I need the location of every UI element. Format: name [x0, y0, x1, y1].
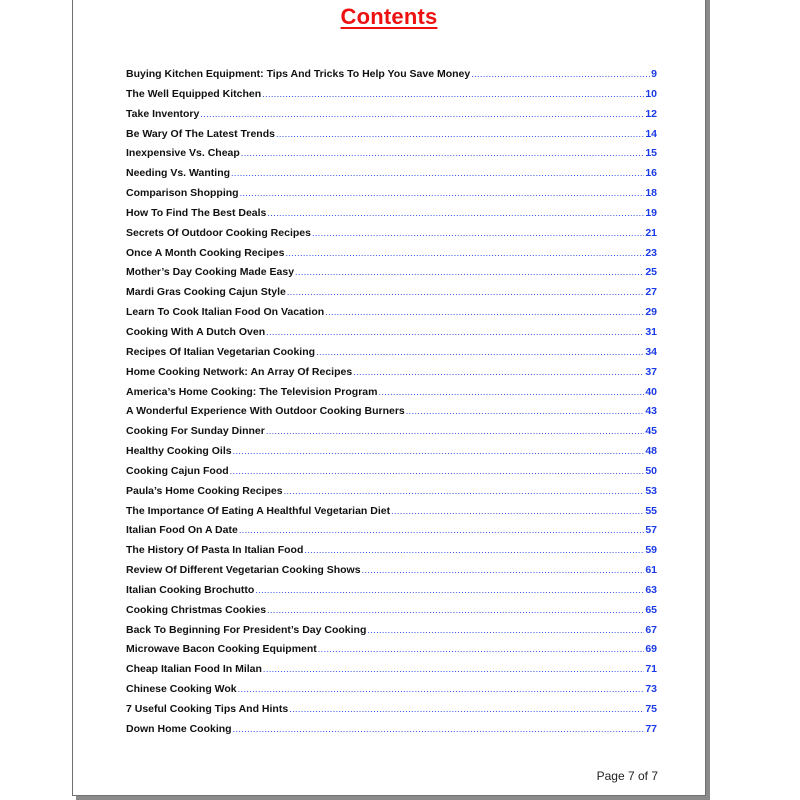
toc-entry-page-link[interactable]: 61 — [645, 564, 657, 577]
toc-entry-title: Comparison Shopping — [126, 187, 239, 200]
toc-dot-leader — [289, 704, 644, 714]
toc-entry-title: Italian Food On A Date — [126, 524, 238, 537]
toc-entry[interactable] — [126, 247, 657, 267]
toc-entry-page-link[interactable]: 75 — [645, 703, 657, 715]
toc-entry-page-link[interactable]: 15 — [645, 147, 657, 160]
toc-entry-page-link[interactable]: 77 — [645, 722, 657, 735]
toc-entry-title: The Well Equipped Kitchen — [126, 87, 262, 100]
toc-entry-title: Home Cooking Network: An Array Of Recipes — [126, 365, 353, 378]
toc-entry-title: Secrets Of Outdoor Cooking Recipes — [126, 226, 311, 239]
toc-entry-title: Review Of Different Vegetarian Cooking Shows — [126, 564, 361, 577]
toc-dot-leader — [287, 287, 644, 297]
toc-dot-leader — [233, 724, 645, 734]
toc-entry-page-link[interactable]: 50 — [645, 464, 657, 477]
toc-entry-page-link[interactable]: 29 — [645, 306, 657, 319]
toc-dot-leader — [312, 228, 644, 238]
toc-dot-leader — [353, 367, 644, 377]
table-of-contents — [126, 68, 657, 743]
toc-entry-title: Learn To Cook Italian Food On Vacation — [126, 306, 325, 319]
toc-entry-page-link[interactable]: 40 — [645, 385, 657, 398]
toc-entry-page-link[interactable]: 65 — [645, 603, 657, 616]
toc-dot-leader — [285, 248, 644, 258]
toc-dot-leader — [316, 347, 644, 357]
toc-entry[interactable] — [126, 485, 657, 505]
toc-entry-page-link[interactable]: 31 — [645, 325, 657, 338]
toc-entry-title: Paula’s Home Cooking Recipes — [126, 484, 283, 497]
toc-dot-leader — [304, 545, 644, 555]
toc-entry-title: Italian Cooking Brochutto — [126, 583, 255, 596]
toc-entry-title: Down Home Cooking — [126, 722, 232, 735]
toc-entry[interactable] — [126, 68, 657, 88]
toc-entry-title: Cheap Italian Food In Milan — [126, 663, 262, 676]
toc-entry[interactable] — [126, 227, 657, 247]
toc-entry-title: Cooking For Sunday Dinner — [126, 425, 265, 438]
toc-dot-leader — [406, 406, 645, 416]
toc-dot-leader — [238, 684, 645, 694]
toc-entry-page-link[interactable]: 57 — [645, 524, 657, 537]
toc-dot-leader — [230, 466, 645, 476]
toc-entry[interactable] — [126, 624, 657, 644]
toc-entry[interactable] — [126, 128, 657, 148]
toc-entry[interactable] — [126, 88, 657, 108]
toc-entry[interactable] — [126, 425, 657, 445]
toc-entry[interactable] — [126, 703, 657, 723]
toc-entry-page-link[interactable]: 59 — [645, 544, 657, 557]
toc-entry[interactable] — [126, 723, 657, 743]
toc-dot-leader — [266, 327, 644, 337]
toc-entry-title: Chinese Cooking Wok — [126, 683, 237, 696]
toc-entry[interactable] — [126, 187, 657, 207]
toc-dot-leader — [240, 188, 645, 198]
contents-heading: Contents — [340, 4, 438, 29]
toc-entry-title: Back To Beginning For President’s Day Cooking — [126, 623, 367, 636]
toc-entry[interactable] — [126, 663, 657, 683]
toc-entry-title: Mardi Gras Cooking Cajun Style — [126, 286, 286, 299]
toc-entry-page-link[interactable]: 67 — [645, 623, 657, 636]
toc-entry[interactable] — [126, 286, 657, 306]
toc-entry-title: A Wonderful Experience With Outdoor Cooking Burners — [126, 405, 405, 418]
toc-entry-title: Take Inventory — [126, 107, 200, 120]
toc-entry-page-link[interactable]: 43 — [645, 405, 657, 418]
toc-entry[interactable] — [126, 405, 657, 425]
toc-entry-page-link[interactable]: 45 — [645, 425, 657, 438]
page-number-footer: Page 7 of 7 — [596, 769, 658, 783]
toc-entry[interactable] — [126, 584, 657, 604]
toc-entry-title: Mother’s Day Cooking Made Easy — [126, 266, 295, 279]
toc-entry-page-link[interactable]: 55 — [645, 504, 657, 517]
toc-entry-title: Be Wary Of The Latest Trends — [126, 127, 275, 140]
toc-entry-title: The Importance Of Eating A Healthful Vegetarian Diet — [126, 504, 391, 517]
toc-entry-title: Recipes Of Italian Vegetarian Cooking — [126, 345, 316, 358]
toc-entry-page-link[interactable]: 69 — [645, 643, 657, 656]
toc-entry-title: America’s Home Cooking: The Television Program — [126, 385, 378, 398]
toc-entry[interactable] — [126, 544, 657, 564]
toc-entry[interactable] — [126, 505, 657, 525]
toc-entry-title: Cooking With A Dutch Oven — [126, 325, 266, 338]
toc-entry-page-link[interactable]: 16 — [645, 167, 657, 180]
toc-entry[interactable] — [126, 366, 657, 386]
toc-dot-leader — [233, 446, 645, 456]
toc-entry-title: Needing Vs. Wanting — [126, 167, 231, 180]
toc-entry-title: Inexpensive Vs. Cheap — [126, 147, 240, 160]
toc-entry-page-link[interactable]: 48 — [645, 445, 657, 458]
toc-entry-title: Healthy Cooking Oils — [126, 445, 232, 458]
toc-entry-title: Buying Kitchen Equipment: Tips And Tricks To Help You Save Money — [126, 68, 471, 80]
toc-entry[interactable] — [126, 346, 657, 366]
toc-entry-title: 7 Useful Cooking Tips And Hints — [126, 703, 289, 715]
toc-dot-leader — [378, 387, 644, 397]
toc-entry[interactable] — [126, 564, 657, 584]
toc-entry-page-link[interactable]: 14 — [645, 127, 657, 140]
toc-entry-page-link[interactable]: 12 — [645, 107, 657, 120]
toc-dot-leader — [284, 486, 645, 496]
toc-dot-leader — [276, 129, 644, 139]
toc-entry[interactable] — [126, 683, 657, 703]
toc-entry[interactable] — [126, 306, 657, 326]
toc-entry[interactable] — [126, 326, 657, 346]
toc-entry-page-link[interactable]: 21 — [645, 226, 657, 239]
toc-entry-title: Once A Month Cooking Recipes — [126, 246, 285, 259]
toc-dot-leader — [266, 426, 644, 436]
toc-dot-leader — [367, 625, 644, 635]
toc-dot-leader — [391, 506, 644, 516]
toc-entry[interactable] — [126, 167, 657, 187]
document-page — [72, 0, 706, 796]
toc-entry-title: How To Find The Best Deals — [126, 206, 267, 219]
toc-entry[interactable] — [126, 386, 657, 406]
toc-dot-leader — [255, 585, 644, 595]
toc-entry[interactable] — [126, 643, 657, 663]
toc-entry-page-link[interactable]: 19 — [645, 206, 657, 219]
toc-entry-title: Microwave Bacon Cooking Equipment — [126, 643, 317, 656]
toc-entry[interactable] — [126, 207, 657, 227]
toc-dot-leader — [318, 644, 645, 654]
toc-entry[interactable] — [126, 147, 657, 167]
toc-entry-page-link[interactable]: 27 — [645, 286, 657, 299]
toc-dot-leader — [241, 148, 645, 158]
toc-entry-page-link[interactable]: 34 — [645, 345, 657, 358]
toc-entry-page-link[interactable]: 18 — [645, 187, 657, 200]
toc-dot-leader — [267, 208, 644, 218]
toc-entry-title: The History Of Pasta In Italian Food — [126, 544, 304, 557]
toc-entry-page-link[interactable]: 37 — [645, 365, 657, 378]
toc-dot-leader — [231, 168, 644, 178]
toc-entry[interactable] — [126, 604, 657, 624]
toc-entry[interactable] — [126, 445, 657, 465]
toc-entry-page-link[interactable]: 9 — [651, 68, 657, 80]
toc-dot-leader — [362, 565, 645, 575]
toc-entry-page-link[interactable]: 25 — [645, 266, 657, 279]
toc-entry-page-link[interactable]: 71 — [645, 663, 657, 676]
toc-entry-title: Cooking Cajun Food — [126, 464, 229, 477]
toc-entry[interactable] — [126, 524, 657, 544]
toc-dot-leader — [325, 307, 644, 317]
toc-dot-leader — [295, 267, 644, 277]
toc-entry[interactable] — [126, 465, 657, 485]
toc-dot-leader — [267, 605, 644, 615]
toc-entry[interactable] — [126, 266, 657, 286]
toc-dot-leader — [262, 89, 644, 99]
toc-entry-page-link[interactable]: 73 — [645, 683, 657, 696]
toc-entry-page-link[interactable]: 53 — [645, 484, 657, 497]
toc-dot-leader — [263, 664, 644, 674]
toc-dot-leader — [200, 109, 644, 119]
toc-entry-title: Cooking Christmas Cookies — [126, 603, 267, 616]
toc-dot-leader — [239, 525, 645, 535]
toc-entry[interactable] — [126, 108, 657, 128]
toc-entry-page-link[interactable]: 63 — [645, 583, 657, 596]
toc-entry-page-link[interactable]: 10 — [645, 87, 657, 100]
toc-dot-leader — [471, 69, 650, 79]
toc-entry-page-link[interactable]: 23 — [645, 246, 657, 259]
